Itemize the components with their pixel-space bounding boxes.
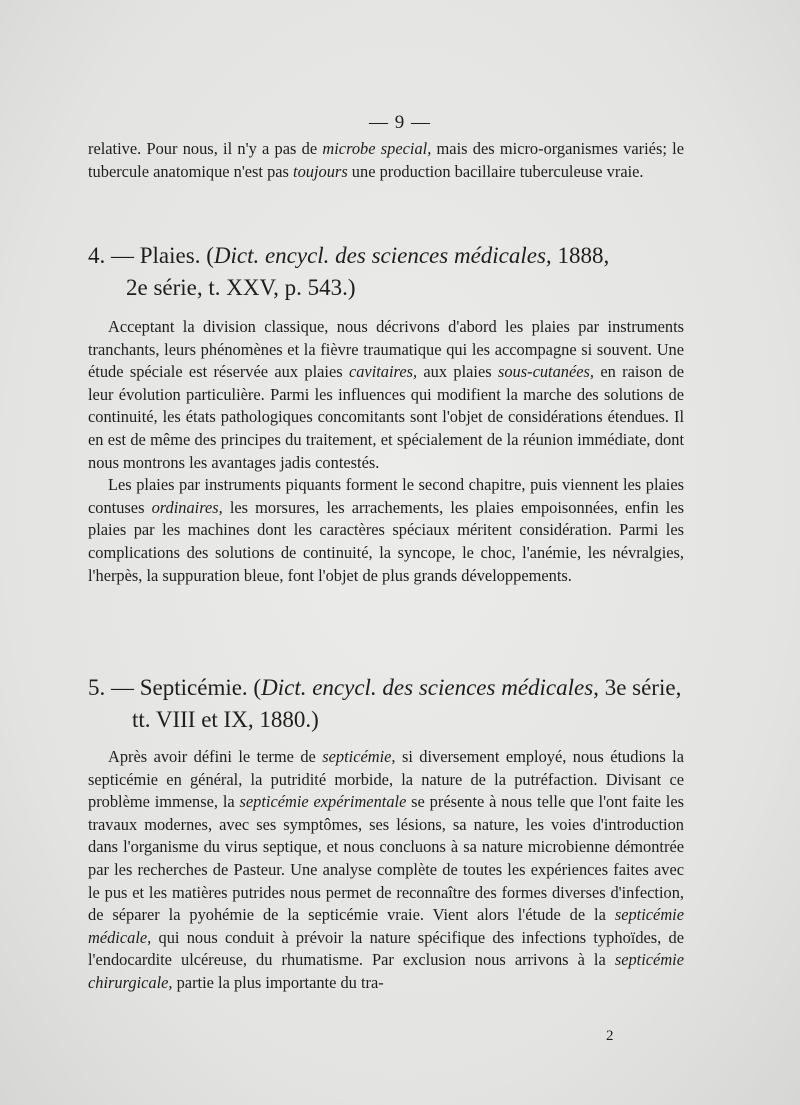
page-number: — 9 — — [369, 112, 431, 133]
section-5-paragraph-1: Après avoir défini le terme de septicémie, si diversement employé, nous étudions la septicémie en général, la putridité morbide, la nature de la putréfaction. Divisant ce problème immense, la septicémie expérimentale se présente à nous telle que l'ont faite les travaux modernes, avec ses symptômes, ses lésions, sa nature, les voies d'introduction dans l'organisme du virus septique, et nous concluons à sa nature microbienne démontrée par les recherches de Pasteur. Une analyse complète de toutes les expériences faites avec le pus et les matières putrides nous permet de reconnaître des formes diverses d'infection, de séparer la pyohémie de la septicémie vraie. Vient alors l'étude de la septicémie médicale, qui nous conduit à prévoir la nature spécifique des infections typhoïdes, de l'endocardite ulcéreuse, du rhumatisme. Par exclusion nous arrivons à la septicémie chirurgicale, partie la plus importante du tra- — [88, 747, 684, 992]
section-5-body — [88, 746, 684, 995]
section-4-body — [88, 316, 684, 587]
intro-paragraph: relative. Pour nous, il n'y a pas de microbe special, mais des micro-organismes variés; le tubercule anatomique n'est pas toujours une production bacillaire tuberculeuse vraie. — [88, 139, 684, 181]
intro-text — [88, 138, 684, 183]
section-4-heading: 4. — Plaies. (Dict. encycl. des sciences médicales, 1888, 2e série, t. XXV, p. 543.) — [88, 243, 610, 300]
signature-mark: 2 — [606, 1028, 614, 1044]
section-4-paragraph-2: Les plaies par instruments piquants forment le second chapitre, puis viennent les plaies contuses ordinaires, les morsures, les arrachements, les plaies empoisonnées, enfin les plaies par les machines dont les caractères spéciaux méritent considération. Parmi les complications des solutions de continuité, la syncope, le choc, l'anémie, les névralgies, l'herpès, la suppuration bleue, font l'objet de plus grands développements. — [88, 475, 685, 585]
section-4-paragraph-1: Acceptant la division classique, nous décrivons d'abord les plaies par instruments tranchants, leurs phénomènes et la fièvre traumatique qui les accompagne si souvent. Une étude spéciale est réservée aux plaies cavitaires, aux plaies sous-cutanées, en raison de leur évolution particulière. Parmi les influences qui modifient la marche des solutions de continuité, les états pathologiques concomitants sont l'objet de considérations étendues. Il en est de même des principes du traitement, et spécialement de la réunion immédiate, dont nous montrons les avantages jadis contestés. — [88, 317, 684, 472]
section-5-heading: 5. — Septicémie. (Dict. encycl. des sciences médicales, 3e série, tt. VIII et IX, 1880.) — [88, 675, 682, 732]
